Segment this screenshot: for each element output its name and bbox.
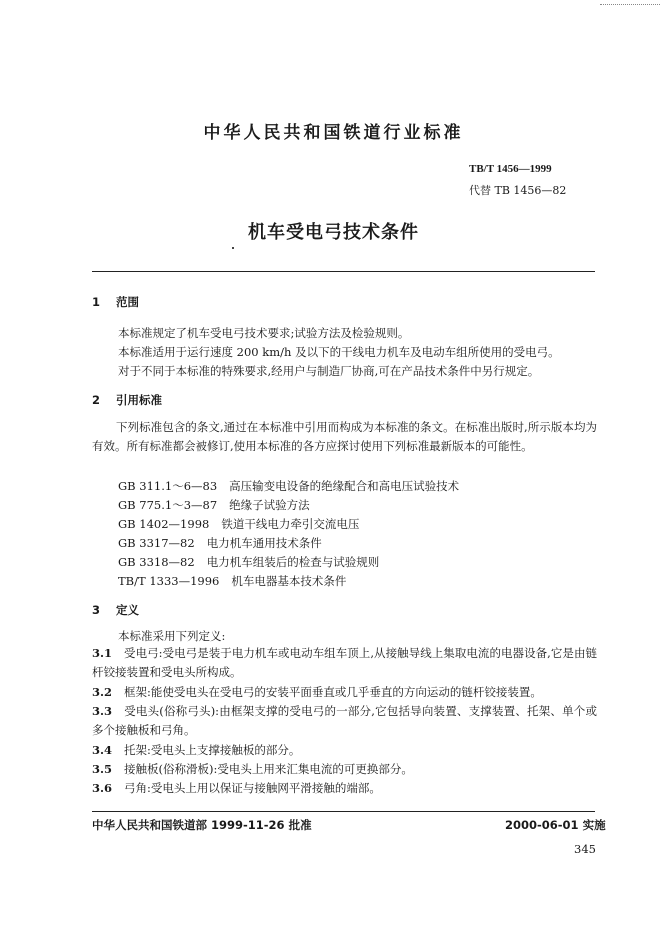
definition-item: [92, 644, 597, 682]
definition-item: [92, 683, 597, 702]
section-number: 2: [92, 393, 101, 407]
definition-item: [92, 760, 597, 779]
section-title: 定义: [116, 603, 139, 617]
reference-name: 铁道干线电力牵引交流电压: [221, 517, 360, 531]
reference-code: TB/T 1333—1996: [118, 574, 220, 588]
section-number: 1: [92, 295, 101, 309]
reference-code: GB 311.1～6—83: [118, 479, 218, 493]
definition-number: 3.2: [92, 685, 113, 699]
definitions-intro: 本标准采用下列定义:: [118, 629, 226, 643]
issue-statement: 中华人民共和国铁道部 1999-11-26 批准: [92, 818, 312, 832]
reference-code: GB 775.1～3—87: [118, 498, 218, 512]
section-heading-scope: [92, 294, 139, 310]
reference-item: [118, 516, 359, 532]
definition-number: 3.1: [92, 646, 113, 660]
scan-speck: [232, 247, 234, 249]
section-heading-references: [92, 392, 162, 408]
definition-text: 弓角:受电头上用以保证与接触网平滑接触的端部。: [124, 781, 381, 795]
reference-item: [118, 535, 322, 551]
bottom-rule: [92, 811, 595, 812]
standard-header: 中华人民共和国铁道行业标准: [203, 123, 464, 143]
corner-mark: [600, 4, 660, 5]
reference-name: 高压输变电设备的绝缘配合和高电压试验技术: [229, 479, 460, 493]
definition-number: 3.4: [92, 743, 113, 757]
definition-text: 托架:受电头上支撑接触板的部分。: [124, 743, 301, 757]
scope-line: 本标准适用于运行速度 200 km/h 及以下的干线电力机车及电动车组所使用的受电弓。: [118, 345, 560, 359]
references-intro: 下列标准包含的条文,通过在本标准中引用而构成为本标准的条文。在标准出版时,所示版本均为有效。所有标准都会被修订,使用本标准的各方应探讨使用下列标准最新版本的可能性。: [92, 420, 597, 453]
definition-text: 接触板(俗称滑板):受电头上用来汇集电流的可更换部分。: [124, 762, 413, 776]
reference-item: [118, 497, 310, 513]
definition-text: 受电头(俗称弓头):由框架支撑的受电弓的一部分,它包括导向装置、支撑装置、托架、单个或多个接触板和弓角。: [92, 704, 597, 737]
document-title: 机车受电弓技术条件: [248, 222, 419, 243]
definition-number: 3.3: [92, 704, 113, 718]
top-rule: [92, 271, 595, 272]
section-heading-definitions: [92, 602, 139, 618]
definition-text: 框架:能使受电头在受电弓的安装平面垂直或几乎垂直的方向运动的链杆铰接装置。: [124, 685, 542, 699]
scope-line: 本标准规定了机车受电弓技术要求;试验方法及检验规则。: [118, 326, 410, 340]
definition-number: 3.6: [92, 781, 113, 795]
reference-name: 绝缘子试验方法: [229, 498, 310, 512]
definition-item: [92, 741, 597, 760]
reference-code: GB 3317—82: [118, 536, 195, 550]
section-number: 3: [92, 603, 101, 617]
scope-line: 对于不同于本标准的特殊要求,经用户与制造厂协商,可在产品技术条件中另行规定。: [118, 364, 540, 378]
reference-item: [118, 573, 346, 589]
definition-item: [92, 702, 597, 740]
section-title: 引用标准: [116, 393, 162, 407]
definition-item: [92, 779, 597, 798]
reference-item: [118, 554, 379, 570]
definition-number: 3.5: [92, 762, 113, 776]
section-title: 范围: [116, 295, 139, 309]
standard-replaces: 代替 TB 1456—82: [469, 184, 567, 197]
reference-name: 机车电器基本技术条件: [231, 574, 347, 588]
definition-text: 受电弓:受电弓是装于电力机车或电动车组车顶上,从接触导线上集取电流的电器设备,它是由链杆铰接装置和受电头所构成。: [92, 646, 597, 679]
standard-code: TB/T 1456—1999: [469, 163, 552, 175]
reference-name: 电力机车组装后的检查与试验规则: [206, 555, 380, 569]
reference-code: GB 3318—82: [118, 555, 195, 569]
reference-name: 电力机车通用技术条件: [206, 536, 322, 550]
page-number: 345: [574, 842, 596, 856]
effective-date: 2000-06-01 实施: [505, 818, 606, 832]
reference-code: GB 1402—1998: [118, 517, 210, 531]
reference-item: [118, 478, 459, 494]
